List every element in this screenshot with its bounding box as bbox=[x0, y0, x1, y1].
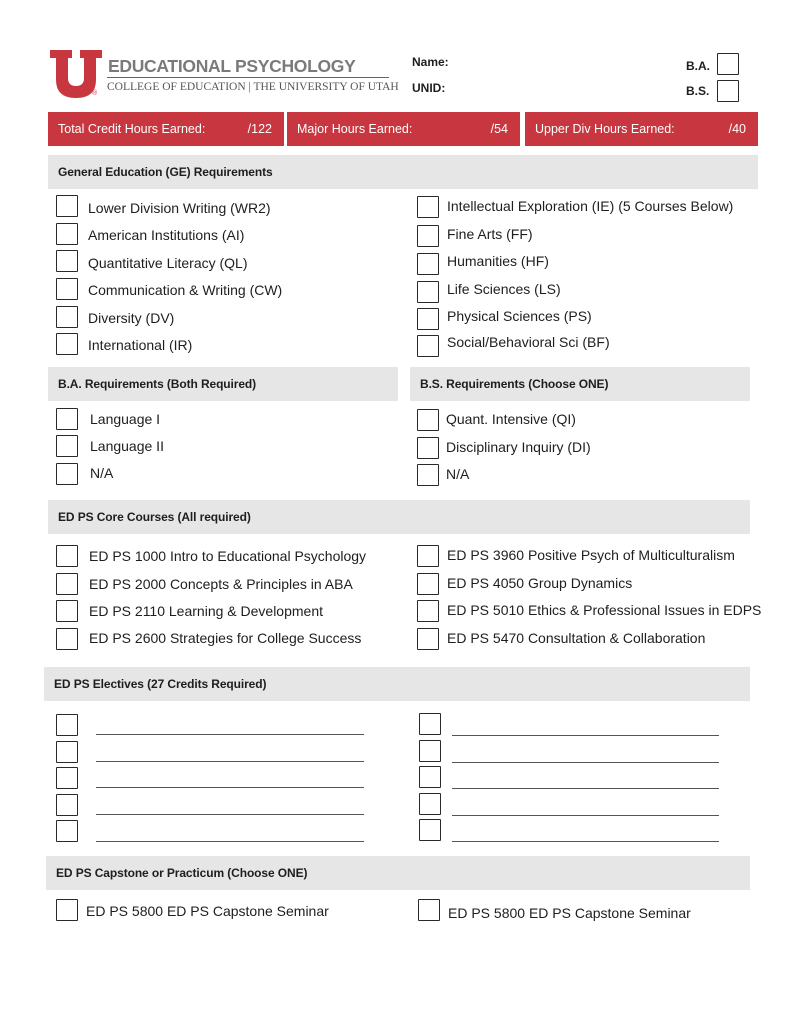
core-4050-label: ED PS 4050 Group Dynamics bbox=[447, 575, 633, 591]
core-5010-checkbox[interactable] bbox=[417, 600, 439, 622]
ba-language-1-label: Language I bbox=[90, 411, 161, 427]
elective-right-3-checkbox[interactable] bbox=[419, 766, 441, 788]
major-hours-box[interactable] bbox=[287, 112, 520, 146]
ge-cw-checkbox[interactable] bbox=[56, 278, 78, 300]
bs-di-label: Disciplinary Inquiry (DI) bbox=[446, 439, 591, 455]
ba-language-2-label: Language II bbox=[90, 438, 164, 454]
capstone-left-checkbox[interactable] bbox=[56, 899, 78, 921]
ba-na-label: N/A bbox=[90, 465, 114, 481]
elective-right-4-line[interactable] bbox=[452, 815, 719, 816]
capstone-right-checkbox[interactable] bbox=[418, 899, 440, 921]
elective-left-4-checkbox[interactable] bbox=[56, 794, 78, 816]
ge-ie-checkbox[interactable] bbox=[417, 196, 439, 218]
total-hours-label: Total Credit Hours Earned: bbox=[58, 122, 206, 136]
core-2600-checkbox[interactable] bbox=[56, 628, 78, 650]
elective-left-2-line[interactable] bbox=[96, 761, 364, 762]
capstone-section-header: ED PS Capstone or Practicum (Choose ONE) bbox=[46, 856, 750, 890]
core-2000-checkbox[interactable] bbox=[56, 573, 78, 595]
major-hours-total: /54 bbox=[490, 122, 508, 136]
ge-cw-label: Communication & Writing (CW) bbox=[88, 282, 283, 298]
header-rule bbox=[107, 77, 389, 78]
ge-ql-checkbox[interactable] bbox=[56, 250, 78, 272]
core-3960-label: ED PS 3960 Positive Psych of Multiculturalism bbox=[447, 547, 735, 563]
bs-label: B.S. bbox=[686, 84, 710, 98]
core-1000-label: ED PS 1000 Intro to Educational Psychology bbox=[89, 548, 367, 564]
ba-checkbox[interactable] bbox=[717, 53, 739, 75]
major-hours-label: Major Hours Earned: bbox=[297, 122, 413, 136]
elective-left-3-checkbox[interactable] bbox=[56, 767, 78, 789]
elective-right-1-checkbox[interactable] bbox=[419, 713, 441, 735]
elective-left-5-checkbox[interactable] bbox=[56, 820, 78, 842]
ge-bf-label: Social/Behavioral Sci (BF) bbox=[447, 334, 610, 350]
college-line: COLLEGE OF EDUCATION | THE UNIVERSITY OF UTAH bbox=[107, 81, 399, 93]
department-name: EDUCATIONAL PSYCHOLOGY bbox=[108, 56, 356, 76]
unid-label: UNID: bbox=[412, 81, 446, 95]
ge-ff-label: Fine Arts (FF) bbox=[447, 226, 533, 242]
core-4050-checkbox[interactable] bbox=[417, 573, 439, 595]
ba-language-1-checkbox[interactable] bbox=[56, 408, 78, 430]
ge-dv-checkbox[interactable] bbox=[56, 306, 78, 328]
elective-left-5-line[interactable] bbox=[96, 841, 364, 842]
core-section-header: ED PS Core Courses (All required) bbox=[48, 500, 750, 534]
core-2600-label: ED PS 2600 Strategies for College Success bbox=[89, 630, 362, 646]
elective-left-1-line[interactable] bbox=[96, 734, 364, 735]
elective-right-3-line[interactable] bbox=[452, 788, 719, 789]
ge-wr2-checkbox[interactable] bbox=[56, 195, 78, 217]
core-2000-label: ED PS 2000 Concepts & Principles in ABA bbox=[89, 576, 353, 592]
ge-wr2-label: Lower Division Writing (WR2) bbox=[88, 200, 271, 216]
bs-di-checkbox[interactable] bbox=[417, 437, 439, 459]
ge-ql-label: Quantitative Literacy (QL) bbox=[88, 255, 248, 271]
core-5010-label: ED PS 5010 Ethics & Professional Issues in EDPS bbox=[447, 602, 762, 618]
bs-qi-checkbox[interactable] bbox=[417, 409, 439, 431]
elective-left-3-line[interactable] bbox=[96, 787, 364, 788]
ge-hf-label: Humanities (HF) bbox=[447, 253, 549, 269]
elective-right-2-line[interactable] bbox=[452, 762, 719, 763]
ge-ls-checkbox[interactable] bbox=[417, 281, 439, 303]
upper-div-hours-total: /40 bbox=[728, 122, 746, 136]
bs-na-checkbox[interactable] bbox=[417, 464, 439, 486]
ge-ps-checkbox[interactable] bbox=[417, 308, 439, 330]
elective-right-2-checkbox[interactable] bbox=[419, 740, 441, 762]
ge-ir-label: International (IR) bbox=[88, 337, 193, 353]
bs-checkbox[interactable] bbox=[717, 80, 739, 102]
bs-qi-label: Quant. Intensive (QI) bbox=[446, 411, 576, 427]
elective-right-4-checkbox[interactable] bbox=[419, 793, 441, 815]
ge-section-header: General Education (GE) Requirements bbox=[48, 155, 758, 189]
elective-left-1-checkbox[interactable] bbox=[56, 714, 78, 736]
upper-div-hours-box[interactable] bbox=[525, 112, 758, 146]
ge-bf-checkbox[interactable] bbox=[417, 335, 439, 357]
ge-ff-checkbox[interactable] bbox=[417, 225, 439, 247]
capstone-right-label: ED PS 5800 ED PS Capstone Seminar bbox=[448, 905, 691, 921]
elective-left-2-checkbox[interactable] bbox=[56, 741, 78, 763]
ba-label: B.A. bbox=[686, 59, 710, 73]
ge-ps-label: Physical Sciences (PS) bbox=[447, 308, 592, 324]
elective-right-5-line[interactable] bbox=[452, 841, 719, 842]
ba-language-2-checkbox[interactable] bbox=[56, 435, 78, 457]
ge-ie-label: Intellectual Exploration (IE) (5 Courses Below) bbox=[447, 198, 734, 214]
ba-section-header: B.A. Requirements (Both Required) bbox=[48, 367, 398, 401]
capstone-left-label: ED PS 5800 ED PS Capstone Seminar bbox=[86, 903, 329, 919]
total-hours-total: /122 bbox=[247, 122, 272, 136]
bs-na-label: N/A bbox=[446, 466, 470, 482]
elective-right-1-line[interactable] bbox=[452, 735, 719, 736]
elective-right-5-checkbox[interactable] bbox=[419, 819, 441, 841]
core-1000-checkbox[interactable] bbox=[56, 545, 78, 567]
core-3960-checkbox[interactable] bbox=[417, 545, 439, 567]
ge-hf-checkbox[interactable] bbox=[417, 253, 439, 275]
ba-na-checkbox[interactable] bbox=[56, 463, 78, 485]
ge-ai-checkbox[interactable] bbox=[56, 223, 78, 245]
ge-ir-checkbox[interactable] bbox=[56, 333, 78, 355]
bs-section-header: B.S. Requirements (Choose ONE) bbox=[410, 367, 750, 401]
registered-mark: ® bbox=[92, 90, 98, 97]
core-5470-checkbox[interactable] bbox=[417, 628, 439, 650]
electives-section-header: ED PS Electives (27 Credits Required) bbox=[44, 667, 750, 701]
ge-ai-label: American Institutions (AI) bbox=[88, 227, 245, 243]
ge-ls-label: Life Sciences (LS) bbox=[447, 281, 561, 297]
name-label: Name: bbox=[412, 55, 449, 69]
upper-div-hours-label: Upper Div Hours Earned: bbox=[535, 122, 675, 136]
total-hours-box[interactable] bbox=[48, 112, 284, 146]
core-2110-checkbox[interactable] bbox=[56, 600, 78, 622]
core-5470-label: ED PS 5470 Consultation & Collaboration bbox=[447, 630, 706, 646]
elective-left-4-line[interactable] bbox=[96, 814, 364, 815]
core-2110-label: ED PS 2110 Learning & Development bbox=[89, 603, 323, 619]
ge-dv-label: Diversity (DV) bbox=[88, 310, 175, 326]
